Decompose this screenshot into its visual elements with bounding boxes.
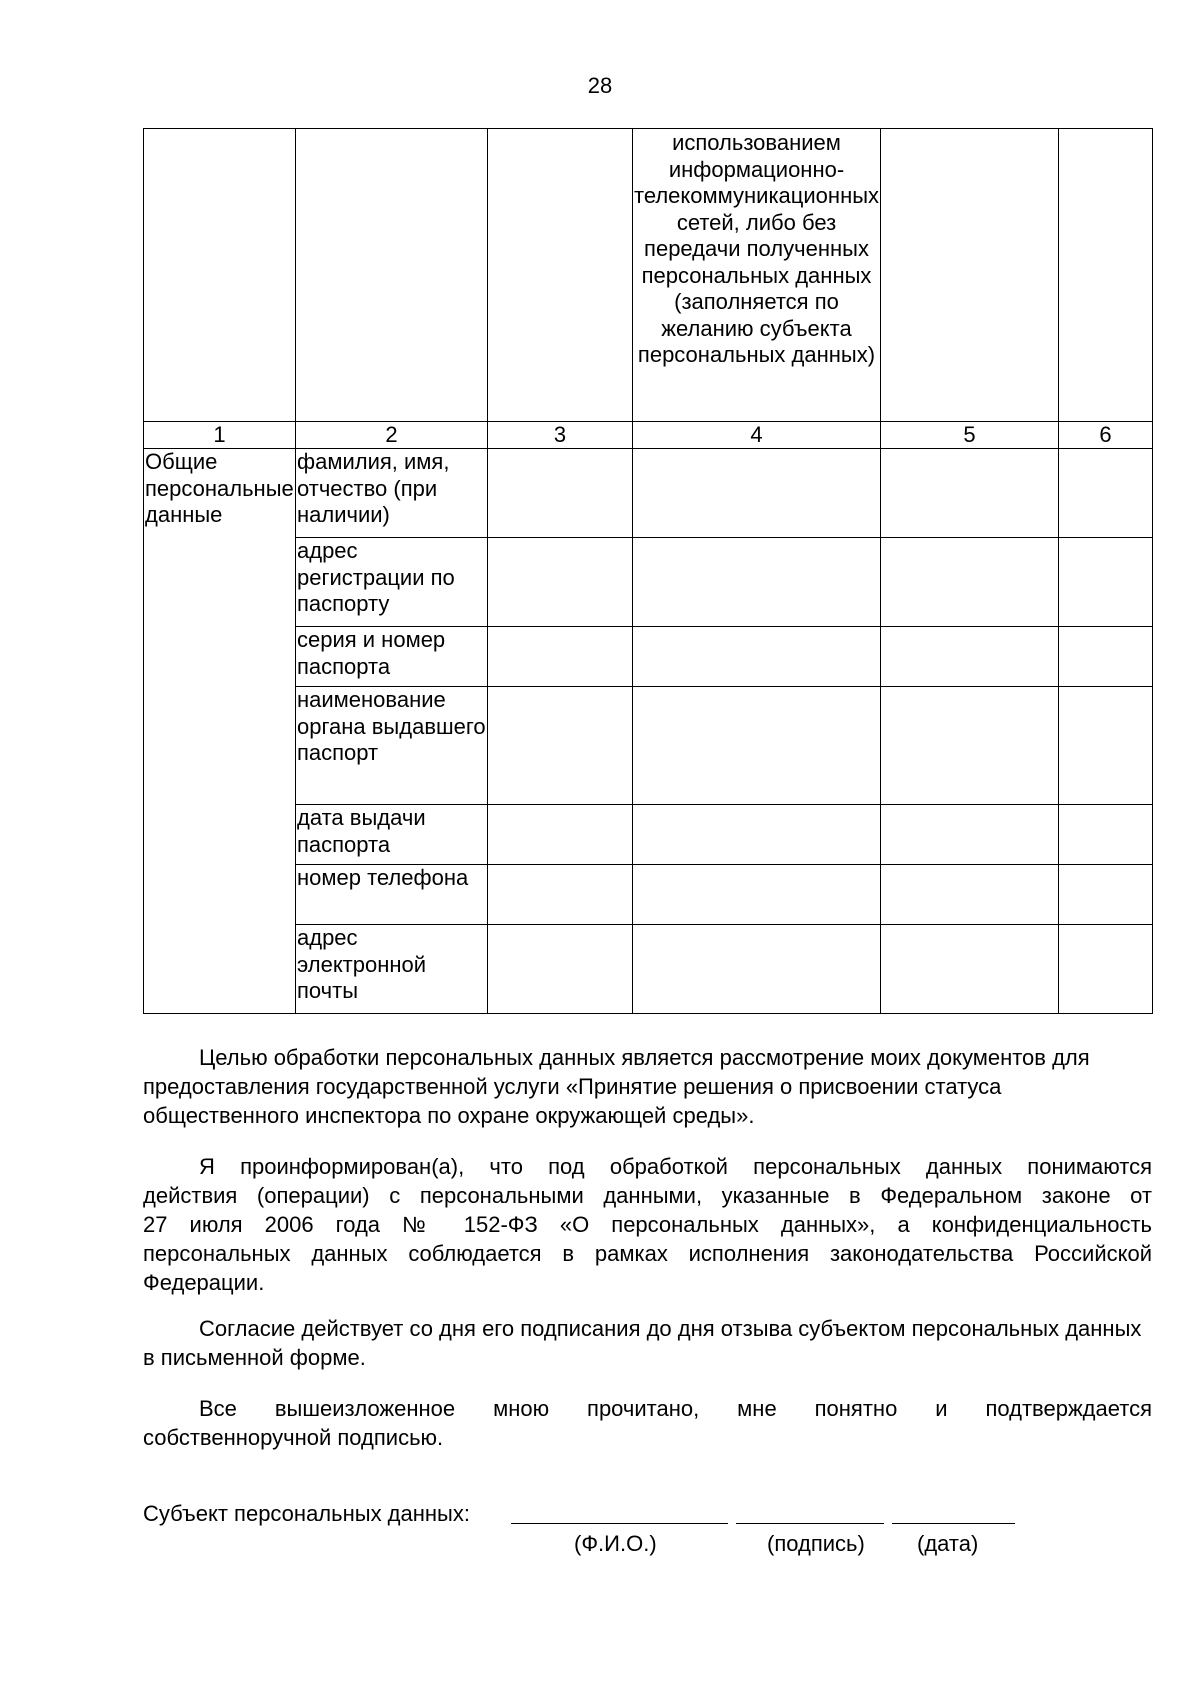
page-number: 28: [587, 73, 613, 98]
table-cell: [488, 538, 633, 627]
table-cell: [633, 925, 881, 1014]
table-cell: [488, 805, 633, 865]
data-field-cell: адрес электронной почты: [296, 925, 488, 1014]
table-cell: [488, 687, 633, 805]
table-cell: [633, 449, 881, 538]
column-number: 1: [144, 422, 296, 449]
table-cell: [1059, 687, 1153, 805]
category-cell: Общие персональные данные: [144, 449, 296, 1014]
column-number: 4: [633, 422, 881, 449]
data-field-cell: фамилия, имя, отчество (при наличии): [296, 449, 488, 538]
data-field-cell: номер телефона: [296, 865, 488, 925]
table-row: [144, 538, 1153, 627]
table-cell: [633, 687, 881, 805]
table-cell: [881, 129, 1059, 422]
informed-paragraph: [143, 1152, 1152, 1297]
table-cell: [488, 449, 633, 538]
table-row: [144, 925, 1153, 1014]
table-row: [144, 687, 1153, 805]
table-row: [144, 449, 1153, 538]
table-row: [144, 805, 1153, 865]
consent-validity-paragraph: Согласие действует со дня его подписания до дня отзыва субъектом персональных данных в письменной форме.: [143, 1316, 1142, 1370]
table-row: [144, 865, 1153, 925]
table-cell: [633, 538, 881, 627]
date-line[interactable]: [892, 1523, 1015, 1524]
column-number: 5: [881, 422, 1059, 449]
table-cell: [144, 129, 296, 422]
table-cell: [1059, 538, 1153, 627]
purpose-paragraph: Целью обработки персональных данных является рассмотрение моих документов для предоставления государственной услуги «Принятие решения о присвоении статуса общественного инспектора по охране окружающей среды».: [143, 1045, 1090, 1128]
signature-line[interactable]: [736, 1523, 884, 1524]
data-field-cell: наименование органа выдавшего паспорт: [296, 687, 488, 805]
paragraph-line: действия (операции) с персональными данными, указанные в Федеральном законе от: [143, 1183, 1152, 1208]
table-cell: [881, 627, 1059, 687]
paragraph-line: 27 июля 2006 года № 152-ФЗ «О персональных данных», а конфиденциальность: [143, 1212, 1152, 1237]
paragraph-line: Федерации.: [143, 1270, 265, 1295]
personal-data-table: [143, 128, 1153, 1014]
signature-caption: (подпись): [767, 1531, 865, 1556]
continued-col4-text: использованием информационно-телекоммуникационных сетей, либо без передачи полученных персональных данных (заполняется по желанию субъекта персональных данных): [634, 130, 880, 367]
paragraph-line: Я проинформирован(а), что под обработкой персональных данных понимаются: [199, 1154, 1152, 1179]
column-number: 2: [296, 422, 488, 449]
table-cell: [488, 129, 633, 422]
date-caption: (дата): [917, 1531, 979, 1556]
table-cell: [633, 865, 881, 925]
table-cell: [1059, 627, 1153, 687]
table-cell: [633, 129, 881, 422]
table-cell: [488, 865, 633, 925]
fio-caption: (Ф.И.О.): [574, 1531, 657, 1556]
table-cell: [488, 627, 633, 687]
table-row-continued: [144, 129, 1153, 422]
table-cell: [881, 865, 1059, 925]
table-cell: [296, 129, 488, 422]
table-cell: [1059, 865, 1153, 925]
table-cell: [1059, 129, 1153, 422]
data-field-cell: серия и номер паспорта: [296, 627, 488, 687]
confirmation-paragraph: [143, 1394, 1152, 1452]
table-cell: [881, 449, 1059, 538]
table-cell: [488, 925, 633, 1014]
fio-line[interactable]: [511, 1523, 728, 1524]
data-field-cell: адрес регистрации по паспорту: [296, 538, 488, 627]
paragraph-line: Все вышеизложенное мною прочитано, мне понятно и подтверждается: [199, 1396, 1152, 1421]
paragraph-line: собственноручной подписью.: [143, 1425, 444, 1450]
signature-label: Субъект персональных данных:: [143, 1501, 470, 1526]
data-field-cell: дата выдачи паспорта: [296, 805, 488, 865]
table-cell: [1059, 925, 1153, 1014]
table-cell: [1059, 449, 1153, 538]
table-cell: [881, 805, 1059, 865]
table-cell: [633, 805, 881, 865]
table-row: [144, 627, 1153, 687]
paragraph-line: персональных данных соблюдается в рамках исполнения законодательства Российской: [143, 1241, 1152, 1266]
table-cell: [881, 538, 1059, 627]
table-cell: [633, 627, 881, 687]
column-number-row: [144, 422, 1153, 449]
column-number: 3: [488, 422, 633, 449]
table-cell: [881, 687, 1059, 805]
column-number: 6: [1059, 422, 1153, 449]
table-cell: [881, 925, 1059, 1014]
table-cell: [1059, 805, 1153, 865]
